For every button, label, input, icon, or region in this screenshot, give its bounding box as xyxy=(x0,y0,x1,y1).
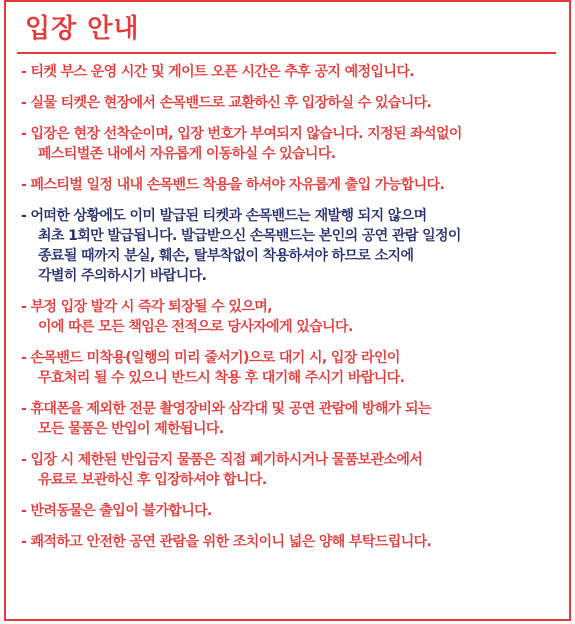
notice-line: - 티켓 부스 운영 시간 및 게이트 오픈 시간은 추후 공지 예정입니다. xyxy=(21,64,414,80)
page-title: 입장 안내 xyxy=(25,14,140,44)
notice-list xyxy=(21,62,561,563)
notice-item-first-come xyxy=(21,124,561,164)
notice-line: 모든 물품은 반입이 제한됩니다. xyxy=(38,421,224,437)
notice-line: 무효처리 될 수 있으니 반드시 착용 후 대기해 주시기 바랍니다. xyxy=(38,370,405,386)
notice-line: 종료될 때까지 분실, 훼손, 탈부착없이 착용하셔야 하므로 소지에 xyxy=(38,248,414,264)
notice-line: 페스티벌존 내에서 자유롭게 이동하실 수 있습니다. xyxy=(38,146,336,162)
notice-line: 유료로 보관하신 후 입장하셔야 합니다. xyxy=(38,472,267,488)
notice-item-pets xyxy=(21,501,561,521)
notice-line: - 반려동물은 출입이 불가합니다. xyxy=(21,503,212,519)
notice-line: - 입장 시 제한된 반입금지 물품은 직접 폐기하시거나 물품보관소에서 xyxy=(21,452,423,468)
notice-item-prohibited-equipment xyxy=(21,399,561,439)
notice-line: - 부정 입장 발각 시 즉각 퇴장될 수 있으며, xyxy=(21,299,272,315)
notice-item-no-reissue xyxy=(21,206,561,286)
notice-line: - 입장은 현장 선착순이며, 입장 번호가 부여되지 않습니다. 지정된 좌석없이 xyxy=(21,126,462,142)
notice-item-fraud xyxy=(21,297,561,337)
notice-line: - 쾌적하고 안전한 공연 관람을 위한 조치이니 넓은 양해 부탁드립니다. xyxy=(21,534,432,550)
notice-line: - 실물 티켓은 현장에서 손목밴드로 교환하신 후 입장하실 수 있습니다. xyxy=(21,95,432,111)
notice-item-wristband-exchange xyxy=(21,93,561,113)
notice-line: - 페스티벌 일정 내내 손목밴드 착용을 하셔야 자유롭게 출입 가능합니다. xyxy=(21,177,445,193)
notice-item-booth-hours xyxy=(21,62,561,82)
notice-line: 최초 1회만 발급됩니다. 발급받으신 손목밴드는 본인의 공연 관람 일정이 xyxy=(38,228,461,244)
notice-item-queueing xyxy=(21,348,561,388)
title-divider xyxy=(17,52,556,54)
notice-line: - 휴대폰을 제외한 전문 촬영장비와 삼각대 및 공연 관람에 방해가 되는 xyxy=(21,401,431,417)
notice-line: - 손목밴드 미착용(일행의 미리 줄서기)으로 대기 시, 입장 라인이 xyxy=(21,350,400,366)
notice-item-wristband-required xyxy=(21,175,561,195)
notice-line: 각별히 주의하시기 바랍니다. xyxy=(38,268,207,284)
notice-line: 이에 따른 모든 책임은 전적으로 당사자에게 있습니다. xyxy=(38,319,353,335)
notice-line: - 어떠한 상황에도 이미 발급된 티켓과 손목밴드는 재발행 되지 않으며 xyxy=(21,208,427,224)
notice-item-item-disposal xyxy=(21,450,561,490)
notice-item-understanding xyxy=(21,532,561,552)
